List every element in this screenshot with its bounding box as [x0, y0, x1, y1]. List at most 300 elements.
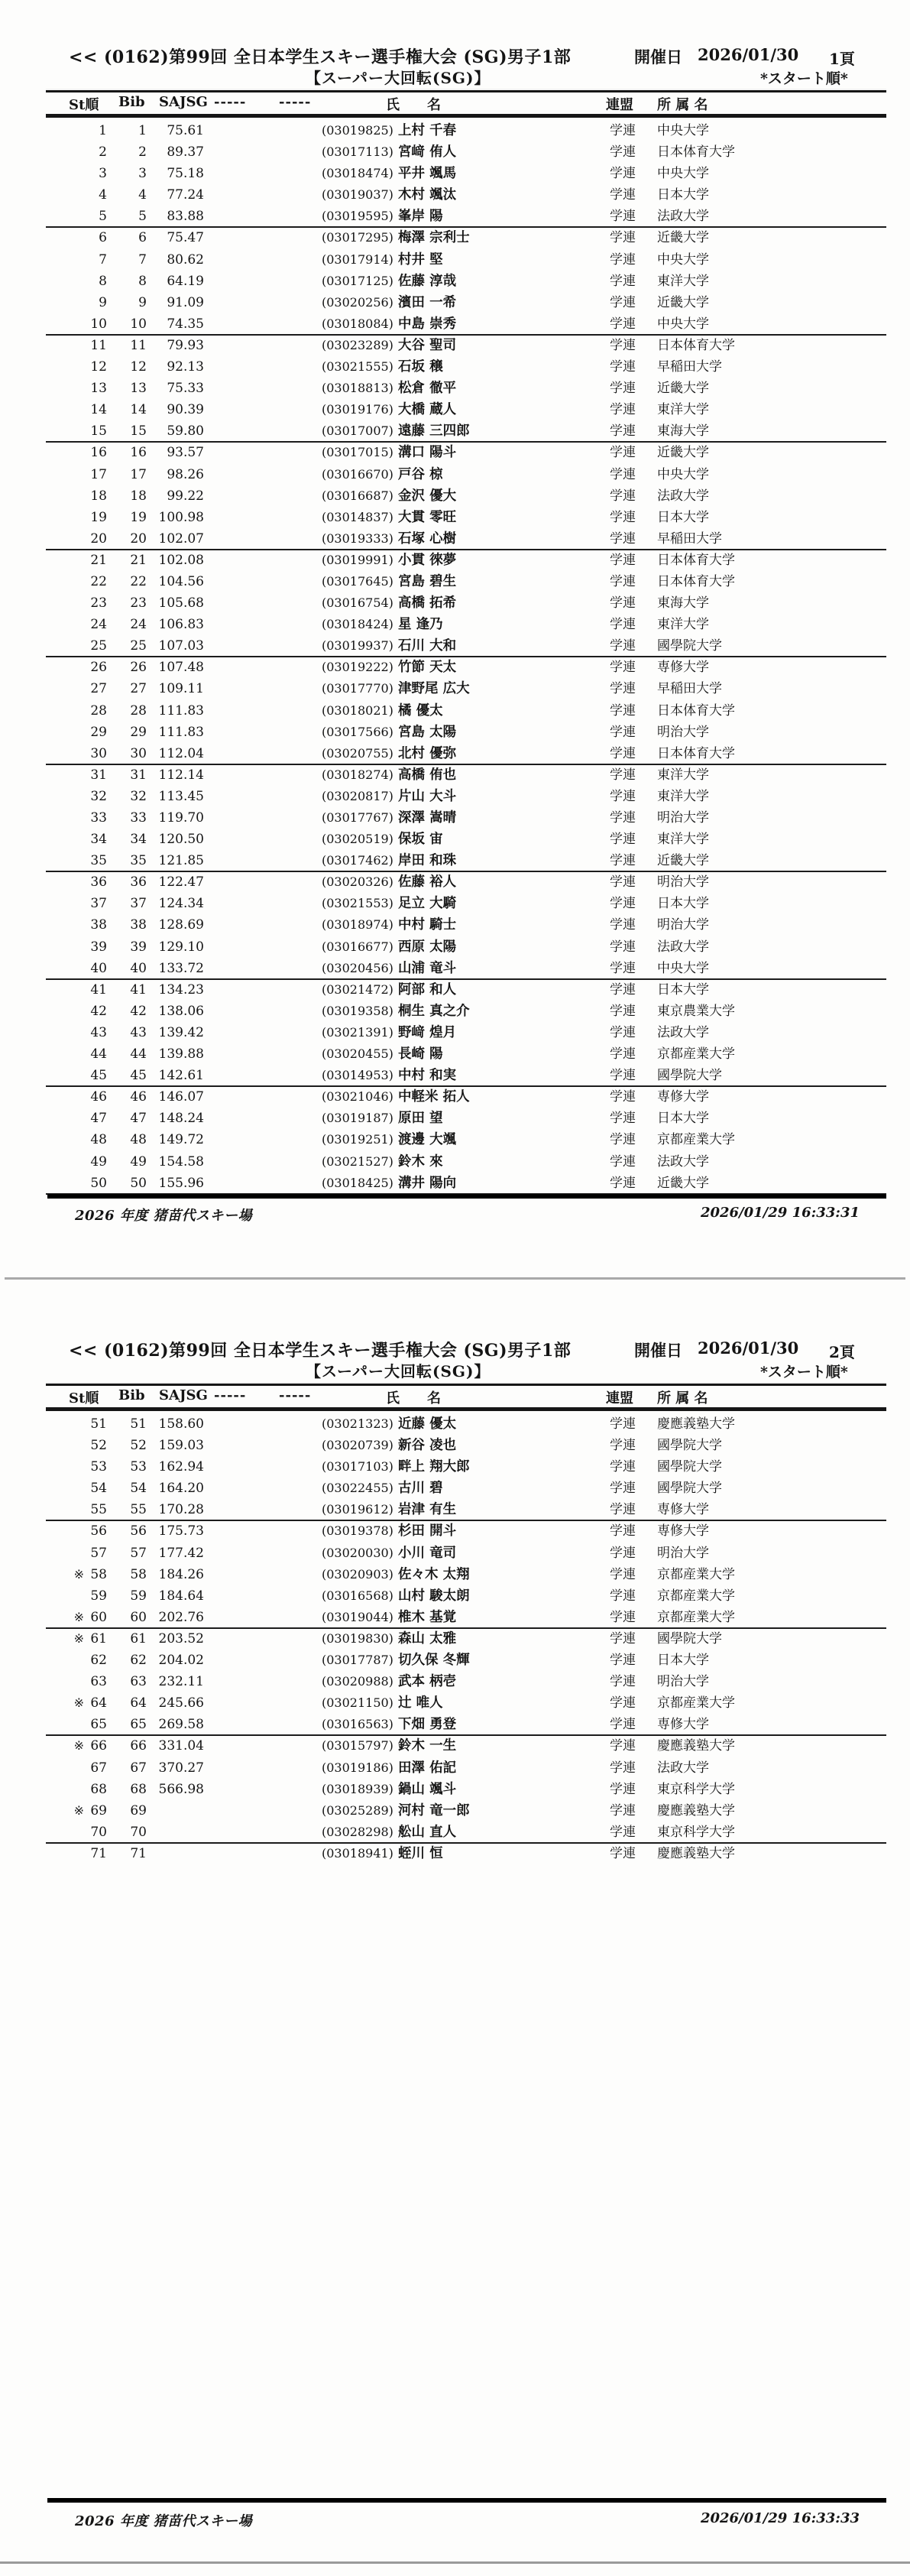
start-order-value: 54	[90, 1481, 107, 1497]
bib-value: 53	[130, 1459, 147, 1475]
federation-value: 学連	[610, 1416, 636, 1432]
start-order-value: 19	[90, 509, 107, 525]
start-order-value: 20	[90, 530, 107, 547]
table-row	[46, 1800, 886, 1822]
start-order-value: 57	[90, 1545, 107, 1561]
row-mark	[53, 1129, 86, 1150]
bib-value: 34	[130, 832, 147, 848]
bib-value: 16	[130, 445, 147, 461]
bib-value: 67	[130, 1760, 147, 1776]
start-order-value: 69	[90, 1802, 107, 1818]
athlete-code: (03017007)	[322, 423, 393, 439]
table-row	[46, 227, 886, 248]
federation-value: 学連	[610, 1459, 636, 1475]
athlete-code: (03018939)	[322, 1781, 393, 1796]
federation-value: 学連	[610, 530, 636, 547]
sajsg-points-value: 59.80	[167, 423, 204, 440]
federation-value: 学連	[610, 1630, 636, 1646]
table-row	[46, 141, 886, 163]
bib-value: 14	[130, 402, 147, 418]
row-mark	[53, 678, 86, 699]
row-mark	[53, 743, 86, 764]
bib-value: 45	[130, 1068, 147, 1084]
start-order-value: 60	[90, 1609, 107, 1625]
athlete-code: (03028298)	[322, 1824, 393, 1839]
federation-value: 学連	[610, 788, 636, 804]
bib-value: 70	[130, 1824, 147, 1840]
start-order-value: 71	[90, 1845, 107, 1861]
table-row	[46, 936, 886, 958]
federation-value: 学連	[610, 1845, 636, 1861]
start-order-value: 33	[90, 810, 107, 826]
bib-value: 19	[130, 509, 147, 525]
sajsg-points-value: 107.48	[158, 660, 204, 676]
federation-value: 学連	[610, 230, 636, 246]
bib-value: 2	[138, 144, 147, 161]
athlete-name: 高橋 侑也	[398, 767, 457, 783]
row-mark	[53, 571, 86, 592]
federation-value: 学連	[610, 981, 636, 998]
bib-value: 4	[138, 187, 147, 203]
athlete-code: (03021527)	[322, 1153, 393, 1169]
federation-value: 学連	[610, 638, 636, 654]
sajsg-points-value: 566.98	[158, 1781, 204, 1797]
table-row	[46, 1714, 886, 1735]
start-order-value: 2	[99, 144, 107, 161]
sajsg-points-value: 91.09	[167, 294, 204, 310]
col-header-bib: Bib	[118, 94, 145, 110]
sajsg-points-value: 106.83	[158, 617, 204, 633]
sajsg-points-value: 77.24	[167, 187, 204, 203]
team-name: 日本大学	[657, 509, 709, 525]
row-mark	[53, 1650, 86, 1671]
footer-timestamp: 2026/01/29 16:33:33	[700, 2510, 860, 2526]
sajsg-points-value: 79.93	[167, 337, 204, 353]
team-name: 東洋大学	[657, 402, 709, 418]
start-order-value: 63	[90, 1674, 107, 1690]
table-row	[46, 1607, 886, 1628]
bib-value: 71	[130, 1845, 147, 1861]
sajsg-points-value: 105.68	[158, 595, 204, 612]
sajsg-points-value: 148.24	[158, 1111, 204, 1127]
athlete-name: 田澤 佑記	[398, 1760, 457, 1776]
athlete-name: 蛭川 恒	[398, 1845, 443, 1861]
bib-value: 15	[130, 423, 147, 440]
start-order-value: 12	[90, 359, 107, 375]
bib-value: 40	[130, 960, 147, 976]
athlete-name: 山村 駿太朗	[398, 1588, 470, 1604]
start-order-value: 16	[90, 445, 107, 461]
team-name: 中央大学	[657, 251, 709, 268]
athlete-code: (03017125)	[322, 273, 393, 288]
row-mark	[53, 1585, 86, 1607]
bib-value: 25	[130, 638, 147, 654]
row-mark	[53, 1779, 86, 1800]
athlete-code: (03021046)	[322, 1089, 393, 1105]
table-row	[46, 657, 886, 678]
federation-value: 学連	[610, 251, 636, 268]
athlete-name: 岩津 有生	[398, 1502, 457, 1518]
sajsg-points-value: 133.72	[158, 960, 204, 976]
start-order-label: *スタート順*	[760, 70, 848, 87]
row-mark	[53, 1714, 86, 1735]
start-order-value: 49	[90, 1153, 107, 1170]
federation-value: 学連	[610, 1438, 636, 1454]
federation-value: 学連	[610, 810, 636, 826]
federation-value: 学連	[610, 402, 636, 418]
federation-value: 学連	[610, 187, 636, 203]
table-row	[46, 356, 886, 378]
athlete-code: (03019176)	[322, 402, 393, 417]
federation-value: 学連	[610, 294, 636, 310]
start-order-value: 70	[90, 1824, 107, 1840]
start-order-value: 68	[90, 1781, 107, 1797]
start-order-value: 4	[99, 187, 107, 203]
row-mark	[53, 442, 86, 463]
athlete-code: (03017566)	[322, 724, 393, 739]
athlete-code: (03016754)	[322, 595, 393, 611]
team-name: 日本大学	[657, 981, 709, 998]
row-mark	[53, 657, 86, 678]
row-mark	[53, 1822, 86, 1843]
table-row	[46, 163, 886, 184]
federation-value: 学連	[610, 1695, 636, 1711]
federation-value: 学連	[610, 1781, 636, 1797]
athlete-name: 中村 和実	[398, 1068, 457, 1084]
sajsg-points-value: 64.19	[167, 273, 204, 289]
athlete-name: 津野尾 広大	[398, 681, 470, 697]
sajsg-points-value: 74.35	[167, 316, 204, 332]
bib-value: 10	[130, 316, 147, 332]
bib-value: 61	[130, 1630, 147, 1646]
bib-value: 43	[130, 1024, 147, 1040]
athlete-code: (03025289)	[322, 1802, 393, 1818]
table-row	[46, 1108, 886, 1129]
start-order-value: 40	[90, 960, 107, 976]
row-mark	[53, 1757, 86, 1779]
table-row	[46, 485, 886, 507]
bib-value: 30	[130, 745, 147, 761]
athlete-code: (03021553)	[322, 896, 393, 911]
federation-value: 学連	[610, 617, 636, 633]
team-name: 近畿大学	[657, 853, 709, 869]
start-order-value: 23	[90, 595, 107, 612]
team-name: 明治大学	[657, 810, 709, 826]
start-order-value: 65	[90, 1717, 107, 1733]
row-mark	[53, 1671, 86, 1692]
athlete-code: (03021472)	[322, 981, 393, 997]
federation-value: 学連	[610, 702, 636, 719]
sajsg-points-value: 122.47	[158, 874, 204, 891]
row-mark	[53, 420, 86, 442]
sajsg-points-value: 158.60	[158, 1416, 204, 1432]
start-order-value: 17	[90, 466, 107, 482]
federation-value: 学連	[610, 381, 636, 397]
table-row	[46, 120, 886, 141]
sajsg-points-value: 177.42	[158, 1545, 204, 1561]
table-row	[46, 1735, 886, 1757]
athlete-code: (03019251)	[322, 1132, 393, 1147]
sajsg-points-value: 75.47	[167, 230, 204, 246]
start-order-value: 31	[90, 767, 107, 783]
row-mark	[53, 1001, 86, 1022]
table-row	[46, 850, 886, 871]
row-mark	[53, 528, 86, 550]
federation-value: 学連	[610, 853, 636, 869]
start-order-value: 42	[90, 1003, 107, 1019]
team-name: 東海大学	[657, 595, 709, 612]
athlete-code: (03020030)	[322, 1545, 393, 1560]
sajsg-points-value: 204.02	[158, 1653, 204, 1669]
bib-value: 58	[130, 1566, 147, 1582]
row-mark	[53, 592, 86, 614]
team-name: 京都産業大学	[657, 1588, 735, 1604]
athlete-name: 野﨑 煌月	[398, 1024, 457, 1040]
team-name: 東洋大学	[657, 617, 709, 633]
start-order-value: 62	[90, 1653, 107, 1669]
row-mark: ※	[73, 1695, 84, 1711]
table-row	[46, 871, 886, 893]
footer-timestamp: 2026/01/29 16:33:31	[700, 1205, 860, 1221]
table-row	[46, 550, 886, 571]
event-date-label: 開催日	[634, 47, 682, 67]
athlete-code: (03019358)	[322, 1003, 393, 1018]
athlete-name: 中軽米 拓人	[398, 1089, 470, 1105]
table-row	[46, 807, 886, 829]
bib-value: 20	[130, 530, 147, 547]
bib-value: 69	[130, 1802, 147, 1818]
bib-value: 68	[130, 1781, 147, 1797]
start-order-value: 52	[90, 1438, 107, 1454]
athlete-name: 椎木 基覚	[398, 1609, 457, 1625]
bib-value: 32	[130, 788, 147, 804]
bib-value: 66	[130, 1738, 147, 1754]
row-mark	[53, 1065, 86, 1086]
sajsg-points-value: 159.03	[158, 1438, 204, 1454]
athlete-name: 片山 大斗	[398, 788, 457, 804]
athlete-code: (03018424)	[322, 617, 393, 632]
athlete-name: 中村 騎士	[398, 917, 457, 933]
table-row	[46, 1435, 886, 1456]
bib-value: 27	[130, 681, 147, 697]
athlete-name: 大貫 零旺	[398, 509, 457, 525]
federation-value: 学連	[610, 595, 636, 612]
table-row	[46, 1585, 886, 1607]
col-header-points: SAJSG	[159, 1387, 208, 1403]
table-row	[46, 1499, 886, 1520]
federation-value: 学連	[610, 1653, 636, 1669]
table-row	[46, 292, 886, 313]
athlete-name: 橘 優太	[398, 702, 443, 719]
athlete-name: 上村 千春	[398, 123, 457, 138]
sajsg-points-value: 203.52	[158, 1630, 204, 1646]
start-order-value: 9	[99, 294, 107, 310]
page-title: << (0162)第99回 全日本学生スキー選手権大会 (SG)男子1部	[69, 47, 572, 67]
athlete-name: 鈴木 一生	[398, 1738, 457, 1754]
team-name: 日本大学	[657, 1653, 709, 1669]
bib-value: 29	[130, 724, 147, 740]
start-order-value: 53	[90, 1459, 107, 1475]
row-mark	[53, 614, 86, 635]
start-order-value: 50	[90, 1175, 107, 1191]
row-mark	[53, 1520, 86, 1542]
team-name: 法政大学	[657, 1760, 709, 1776]
sajsg-points-value: 149.72	[158, 1132, 204, 1148]
row-mark	[53, 507, 86, 528]
row-mark	[53, 829, 86, 850]
federation-value: 学連	[610, 166, 636, 182]
col-header-dash1: -----	[214, 1387, 247, 1403]
table-row	[46, 1757, 886, 1779]
bib-value: 65	[130, 1717, 147, 1733]
row-mark	[53, 184, 86, 206]
athlete-code: (03020755)	[322, 745, 393, 761]
team-name: 法政大学	[657, 1024, 709, 1040]
team-name: 日本体育大学	[657, 702, 735, 719]
table-top-rule	[46, 89, 886, 92]
col-header-team: 所 属 名	[657, 1390, 708, 1406]
team-name: 慶應義塾大学	[657, 1738, 735, 1754]
row-mark	[53, 850, 86, 871]
table-row	[46, 614, 886, 635]
athlete-code: (03018974)	[322, 917, 393, 933]
table-row	[46, 893, 886, 914]
athlete-name: 大谷 聖司	[398, 337, 457, 353]
row-mark	[53, 227, 86, 248]
row-mark	[53, 936, 86, 958]
event-subtitle: 【スーパー大回転(SG)】	[306, 69, 491, 87]
sajsg-points-value: 269.58	[158, 1717, 204, 1733]
team-name: 京都産業大学	[657, 1695, 735, 1711]
athlete-name: 辻 唯人	[398, 1695, 443, 1711]
federation-value: 学連	[610, 960, 636, 976]
team-name: 早稲田大学	[657, 359, 722, 375]
athlete-name: 森山 太雅	[398, 1630, 457, 1646]
sajsg-points-value: 162.94	[158, 1459, 204, 1475]
bib-value: 49	[130, 1153, 147, 1170]
federation-value: 学連	[610, 1175, 636, 1191]
row-mark	[53, 141, 86, 163]
table-row	[46, 442, 886, 463]
federation-value: 学連	[610, 466, 636, 482]
athlete-code: (03019612)	[322, 1502, 393, 1517]
team-name: 國學院大学	[657, 1438, 722, 1454]
athlete-name: 長崎 陽	[398, 1046, 443, 1063]
team-name: 國學院大学	[657, 1481, 722, 1497]
athlete-name: 岸田 和珠	[398, 853, 457, 869]
row-mark	[53, 914, 86, 936]
table-row	[46, 958, 886, 979]
row-mark: ※	[73, 1609, 84, 1624]
sajsg-points-value: 139.42	[158, 1024, 204, 1040]
federation-value: 学連	[610, 1132, 636, 1148]
team-name: 日本体育大学	[657, 337, 735, 353]
table-row	[46, 464, 886, 485]
team-name: 國學院大学	[657, 1068, 722, 1084]
sajsg-points-value: 119.70	[158, 810, 204, 826]
athlete-code: (03016677)	[322, 939, 393, 954]
team-name: 東京科学大学	[657, 1824, 735, 1840]
start-order-value: 11	[90, 337, 107, 353]
bib-value: 8	[138, 273, 147, 289]
federation-value: 学連	[610, 1068, 636, 1084]
start-order-value: 30	[90, 745, 107, 761]
row-mark	[53, 356, 86, 378]
table-row	[46, 399, 886, 420]
athlete-code: (03019187)	[322, 1111, 393, 1126]
start-order-value: 58	[90, 1566, 107, 1582]
table-row	[46, 1129, 886, 1150]
bib-value: 22	[130, 573, 147, 589]
federation-value: 学連	[610, 1738, 636, 1754]
athlete-name: 畔上 翔大郎	[398, 1459, 470, 1475]
row-mark	[53, 871, 86, 893]
start-order-value: 45	[90, 1068, 107, 1084]
federation-value: 学連	[610, 1545, 636, 1561]
team-name: 専修大学	[657, 1717, 709, 1733]
team-name: 明治大学	[657, 1545, 709, 1561]
federation-value: 学連	[610, 896, 636, 912]
athlete-code: (03019937)	[322, 638, 393, 654]
bib-value: 41	[130, 981, 147, 998]
col-header-start-order: St順	[69, 97, 99, 113]
team-name: 専修大学	[657, 1502, 709, 1518]
footer-venue: 2026 年度 猪苗代スキー場	[75, 1208, 253, 1224]
page-number: 2頁	[829, 1343, 855, 1361]
bib-value: 36	[130, 874, 147, 891]
federation-value: 学連	[610, 1024, 636, 1040]
row-mark	[53, 1413, 86, 1435]
start-order-value: 47	[90, 1111, 107, 1127]
bib-value: 38	[130, 917, 147, 933]
federation-value: 学連	[610, 573, 636, 589]
athlete-name: 溝井 陽向	[398, 1175, 457, 1191]
scan-bottom-edge	[0, 2561, 910, 2564]
start-order-value: 15	[90, 423, 107, 440]
sajsg-points-value: 134.23	[158, 981, 204, 998]
athlete-name: 大橋 蔵人	[398, 402, 457, 418]
row-mark	[53, 700, 86, 722]
start-order-value: 5	[99, 209, 107, 225]
federation-value: 学連	[610, 1717, 636, 1733]
team-name: 明治大学	[657, 917, 709, 933]
athlete-name: 竹節 天太	[398, 660, 457, 676]
sajsg-points-value: 232.11	[158, 1674, 204, 1690]
table-row	[46, 592, 886, 614]
sajsg-points-value	[147, 1843, 204, 1864]
sajsg-points-value: 83.88	[167, 209, 204, 225]
athlete-code: (03022455)	[322, 1481, 393, 1496]
bib-value: 35	[130, 853, 147, 869]
sajsg-points-value: 75.33	[167, 381, 204, 397]
bib-value: 3	[138, 166, 147, 182]
athlete-name: 宮﨑 侑人	[398, 144, 457, 161]
sajsg-points-value: 184.26	[158, 1566, 204, 1582]
table-row	[46, 1022, 886, 1043]
athlete-name: 松倉 徹平	[398, 381, 457, 397]
federation-value: 学連	[610, 316, 636, 332]
athlete-code: (03020988)	[322, 1674, 393, 1689]
federation-value: 学連	[610, 1111, 636, 1127]
sajsg-points-value	[147, 1822, 204, 1843]
col-header-name: 氏 名	[386, 1390, 441, 1406]
athlete-name: 鈴木 來	[398, 1153, 443, 1170]
athlete-name: 武本 柄壱	[398, 1674, 457, 1690]
start-order-value: 44	[90, 1046, 107, 1063]
table-row	[46, 1843, 886, 1864]
sajsg-points-value: 121.85	[158, 853, 204, 869]
row-mark	[53, 163, 86, 184]
